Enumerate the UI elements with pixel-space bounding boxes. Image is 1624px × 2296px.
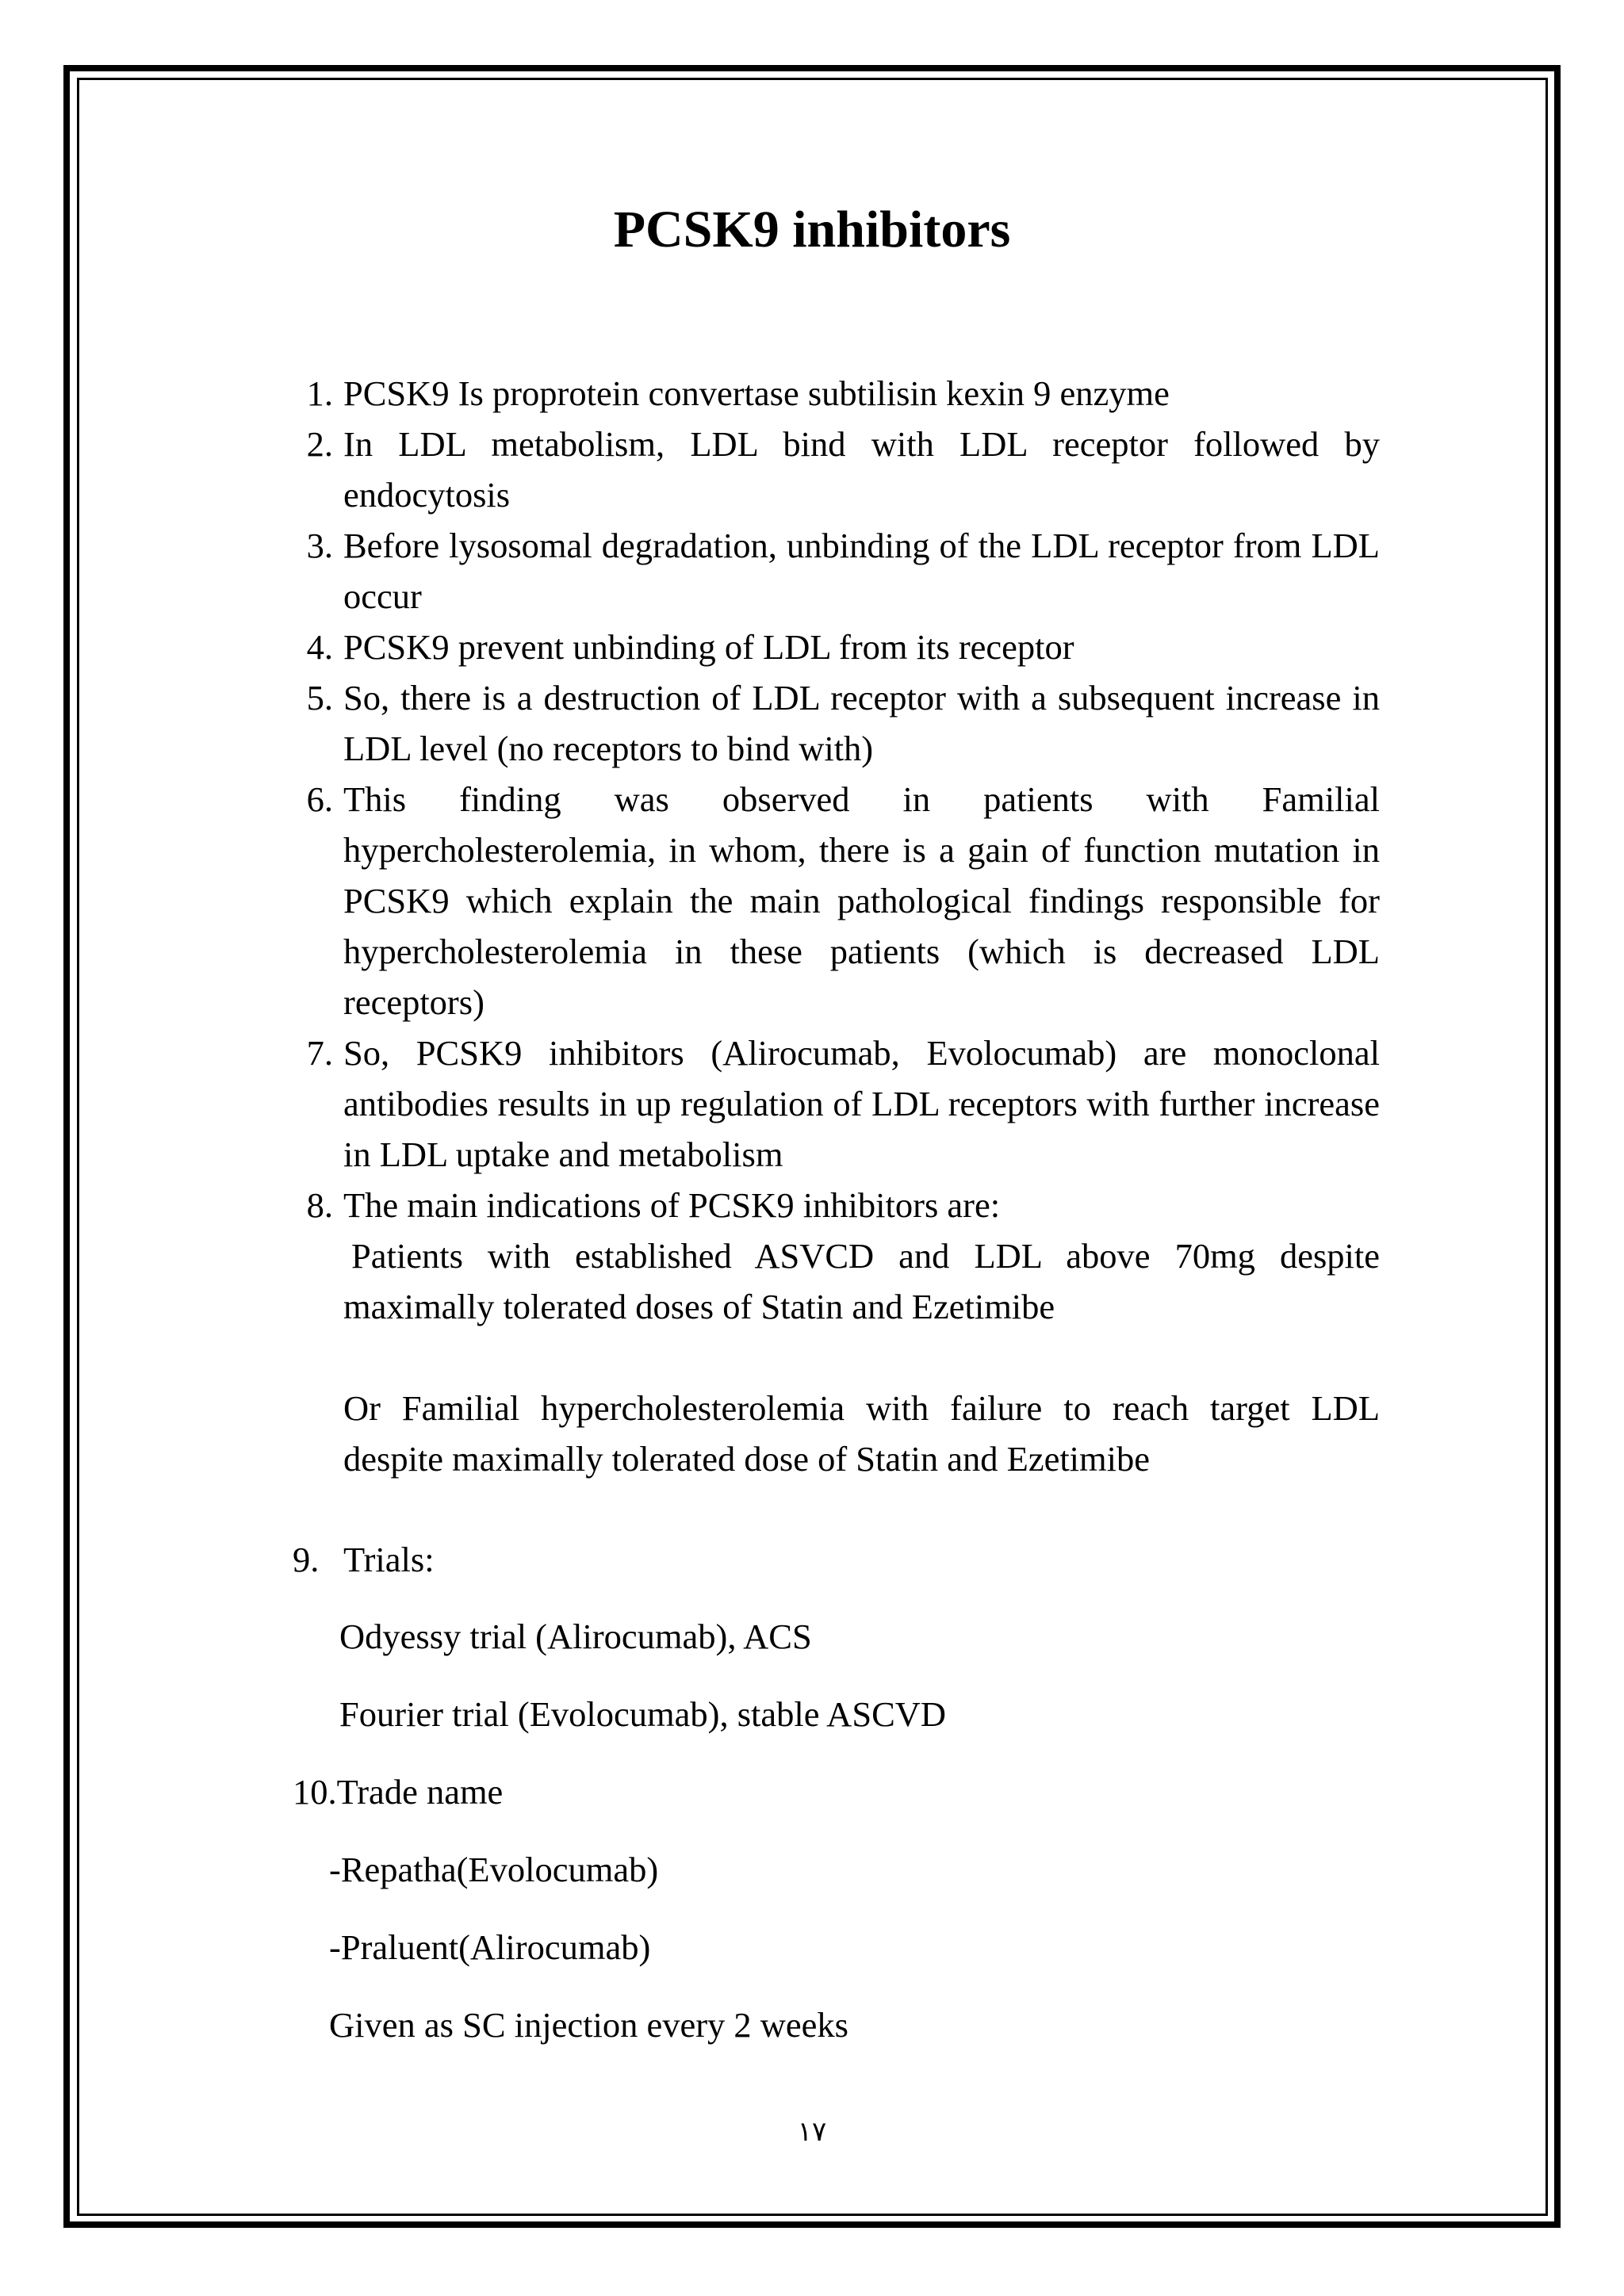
item-text: So, there is a destruction of LDL receptor with a subsequent increase in LDL level (no receptors to bind with) [343, 678, 1380, 768]
item-number: 3. [306, 526, 333, 565]
list-item-9-number: 9. [293, 1540, 320, 1579]
item-text: Before lysosomal degradation, unbinding of the LDL receptor from LDL occur [343, 526, 1380, 616]
item-text: The main indications of PCSK9 inhibitors are: [343, 1185, 1001, 1225]
trade-name-praluent: -Praluent(Alirocumab) [329, 1927, 651, 1967]
indication-1: Patients with established ASVCD and LDL above 70mg despite maximally tolerated doses of Statin and Ezetimibe [343, 1236, 1380, 1326]
item-text-line1: This finding was observed in patients with Familial [343, 779, 1380, 819]
trade-name-repatha: -Repatha(Evolocumab) [329, 1850, 659, 1889]
list-item-2 [285, 419, 1380, 520]
list-item-8 [285, 1180, 1380, 1484]
spacer [343, 1332, 1380, 1383]
indication-2: Or Familial hypercholesterolemia with failure to reach target LDL despite maximally tolerated dose of Statin and Ezetimibe [343, 1388, 1380, 1479]
trial-fourier: Fourier trial (Evolocumab), stable ASCVD [339, 1694, 947, 1734]
item-number: 8. [306, 1185, 333, 1225]
trade-name-heading: 10.Trade name [293, 1772, 504, 1812]
item-text-rest: hypercholesterolemia, in whom, there is a gain of function mutation in PCSK9 which explain the main pathological findings responsible for hypercholesterolemia in these patients (which is decreased LDL receptors) [343, 830, 1380, 1022]
list-item-3 [285, 520, 1380, 622]
numbered-list [285, 368, 1380, 1484]
page-title: PCSK9 inhibitors [613, 201, 1011, 258]
page-number: ١٧ [797, 2118, 827, 2147]
list-item-5 [285, 672, 1380, 774]
item-number: 4. [306, 627, 333, 667]
item-text: So, PCSK9 inhibitors (Alirocumab, Evolocumab) are monoclonal antibodies results in up regulation of LDL receptors with further increase in LDL uptake and metabolism [343, 1033, 1380, 1174]
item-number: 2. [306, 424, 333, 464]
list-item-1 [285, 368, 1380, 419]
item-text: In LDL metabolism, LDL bind with LDL receptor followed by endocytosis [343, 424, 1380, 515]
item-number: 5. [306, 678, 333, 718]
list-item-6 [285, 774, 1380, 1027]
dosing-note: Given as SC injection every 2 weeks [329, 2005, 848, 2045]
trial-odyssey: Odyessy trial (Alirocumab), ACS [339, 1617, 812, 1656]
list-item-7 [285, 1027, 1380, 1180]
item-number: 7. [306, 1033, 333, 1073]
list-item-4 [285, 622, 1380, 672]
item-text: PCSK9 prevent unbinding of LDL from its receptor [343, 627, 1074, 667]
list-item-9-text: Trials: [343, 1540, 435, 1579]
item-number: 1. [306, 373, 333, 413]
item-number: 6. [306, 779, 333, 819]
item-text: PCSK9 Is proprotein convertase subtilisin kexin 9 enzyme [343, 373, 1170, 413]
